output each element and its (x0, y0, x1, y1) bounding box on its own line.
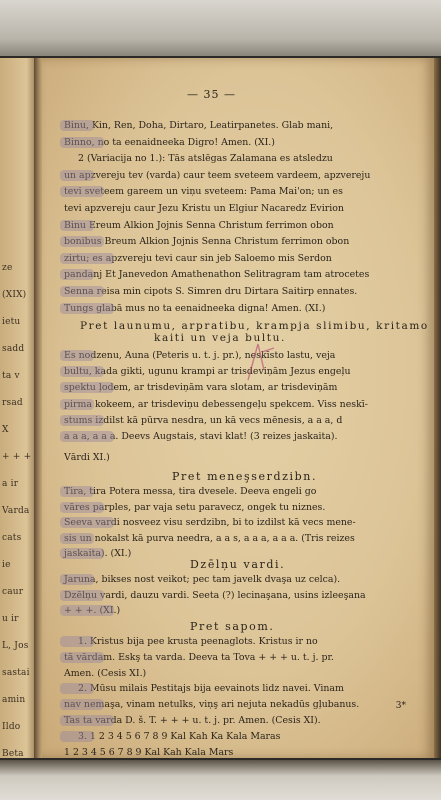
text-line: Dzēlņu vardi, dauzu vardi. Seeta (?) lecinaşana, usins izleeşana (64, 589, 366, 601)
ink-stain (60, 137, 104, 148)
ink-stain (60, 731, 94, 742)
ink-stain (60, 590, 104, 601)
subheading-1-line-2: kaiti un veja bultu. (154, 332, 286, 344)
left-page-fragment: caur (2, 587, 24, 597)
text-line: bultu, kada gikti, ugunu krampi ar trisdeviņām Jezus engeļu (64, 366, 351, 378)
left-page-edge (0, 58, 38, 758)
mid-tag: Vārdi XI.) (64, 452, 110, 463)
ink-stain (60, 366, 104, 377)
scanner-bottom-band (0, 760, 441, 800)
text-line: jaskaita). (XI.) (64, 548, 132, 559)
ink-stain (60, 533, 94, 544)
ink-stain (60, 502, 104, 513)
text-line: 2. Mūsu milais Pestitajs bija eevainots lidz navei. Vinam (78, 683, 344, 695)
ink-stain (60, 574, 94, 585)
text-line: Seeva vardi nosveez visu serdzibn, bi to izdilst kā vecs mene- (64, 517, 356, 528)
text-line: Binno, no ta eenaidneeka Digro! Amen. (XI.) (64, 136, 275, 148)
ink-stain (60, 253, 114, 264)
text-line: nav nemaşa, vinam netulks, viņş ari nejuta nekadūs gļubanus. (64, 699, 360, 711)
text-line: Tas ta varda D. š. T. + + + u. t. j. pr. Amen. (Cesis XI). (64, 715, 321, 726)
text-line: vāres parples, par vaja setu paravecz, ongek tu niznes. (64, 501, 326, 513)
ink-stain (60, 486, 94, 497)
page-text (42, 58, 434, 758)
text-line: sis un nokalst kā purva needra, a a s, a a a, a a a. (Tris reizes (64, 532, 355, 544)
ink-stain (60, 636, 94, 647)
ink-stain (60, 548, 104, 559)
text-line: stums izdilst kā pūrva nesdra, un kā vecs mēnesis, a a a, d (64, 414, 343, 426)
ink-stain (60, 699, 104, 710)
ink-stain (60, 652, 104, 663)
left-page-fragment: (XIX) (2, 290, 27, 300)
left-page-fragment: sastai (2, 668, 30, 678)
signature-mark: 3* (395, 701, 406, 711)
text-line: pirma kokeem, ar trisdeviņu debessengeļu spekcem. Viss neskī- (64, 398, 368, 410)
left-page-fragment: Varda (2, 506, 30, 516)
heading-2: Pret meneşserdzibn. (172, 470, 318, 483)
text-line: tevi apzvereju caur Jezu Kristu un Elgiur Nacaredz Evirion (64, 203, 344, 214)
ink-stain (60, 269, 94, 280)
left-page-fragment: L, Jos (2, 641, 29, 651)
text-line: 1. Kristus bija pee krusta peenaglots. Kristus ir no (78, 636, 318, 647)
left-page-fragment: ze (2, 263, 13, 273)
ink-stain (60, 186, 104, 197)
ink-stain (60, 683, 94, 694)
ink-stain (60, 715, 114, 726)
ink-stain (60, 303, 114, 314)
left-page-fragment: ietu (2, 317, 21, 327)
scanner-top-band (0, 0, 441, 56)
text-line: tā vārdam. Eskş ta varda. Deeva ta Tova + + + u. t. j. pr. (64, 651, 334, 663)
pencil-mark-icon (244, 340, 284, 384)
text-line: tevi sveteem gareem un viņu sveteem: Pama Mai'on; un es (64, 186, 343, 198)
text-line: Senna reisa min cipots S. Simren dru Dirtara Saitirp ennates. (64, 286, 358, 297)
ink-stain (60, 415, 104, 426)
text-line: un apzvereju tev (varda) caur teem sveteem vardeem, apzvereju (64, 169, 371, 181)
text-line: Binu Ereum Alkion Jojnis Senna Christum ferrimon obon (64, 219, 334, 231)
ink-stain (60, 517, 114, 528)
ink-stain (60, 350, 94, 361)
ink-stain (60, 605, 114, 616)
text-line: Tungs glabā mus no ta eenaidneeka digna! Amen. (XI.) (64, 302, 326, 314)
text-line: + + +. (XI.) (64, 605, 121, 616)
ink-stain (60, 286, 104, 297)
left-page-fragment: ta v (2, 371, 20, 381)
text-line: 3. 1 2 3 4 5 6 7 8 9 Kal Kah Ka Kala Maras (78, 730, 281, 742)
text-line: Tira, tira Potera messa, tira dvesele. Deeva engeli go (64, 486, 317, 497)
ink-stain (60, 120, 94, 131)
text-line: Es nodzenu, Auna (Peteris u. t. j. pr.), neskīsto lastu, veja (64, 350, 336, 361)
left-page-fragment: u ir (2, 614, 19, 624)
page-number: — 35 — (187, 88, 236, 101)
left-page-fragment: sadd (2, 344, 25, 354)
text-line: Jaruna, bikses nost veikot; pec tam javelk dvaşa uz celca). (64, 574, 341, 585)
ink-stain (60, 220, 94, 231)
heading-3: Dzēlņu vardi. (190, 558, 286, 571)
text-line: a a a, a a a. Deevs Augstais, stavi klat! (3 reizes jaskaita). (64, 431, 338, 442)
text-line: Amen. (Cesis XI.) (64, 667, 147, 679)
text-line: spektu ļodem, ar trisdeviņām vara slotam, ar trisdeviņām (64, 382, 338, 394)
left-page-fragment: ie (2, 560, 11, 570)
subheading-1-line-1: Pret launumu, arpratibu, krampja slimibu, kritamo (80, 320, 429, 332)
text-line: 2 (Variacija no 1.): Tās atslēgas Zalamana es atsledzu (78, 153, 333, 165)
text-line: zirtu; es apzvereju tevi caur sin jeb Saloemo mis Serdon (64, 252, 332, 264)
ink-stain (60, 170, 94, 181)
text-line: bonibus Breum Alkion Jojnis Senna Christum ferrimon obon (64, 236, 350, 248)
right-page-edge (434, 58, 441, 758)
heading-4: Pret sapom. (190, 620, 275, 633)
left-page-fragment: Ildo (2, 722, 21, 732)
left-page-fragment: cats (2, 533, 22, 543)
ink-stain (60, 236, 104, 247)
ink-stain (60, 382, 114, 393)
left-page-fragment: Beta (2, 749, 24, 758)
book-page (42, 58, 434, 758)
ink-stain (60, 431, 114, 442)
ink-stain (60, 399, 94, 410)
left-page-fragment: a ir (2, 479, 19, 489)
text-line: Binu, Kin, Ren, Doha, Dirtaro, Leatirpanetes. Glab mani, (64, 120, 334, 131)
left-page-fragment: X (2, 425, 9, 435)
left-page-fragment: rsad (2, 398, 23, 408)
text-line: pandanj Et Janevedon Amathenathon Selitragram tam atrocetes (64, 269, 370, 281)
left-page-fragment: + + + (2, 452, 32, 462)
text-line: 1 2 3 4 5 6 7 8 9 Kal Kah Kala Mars (64, 746, 234, 758)
left-page-fragment: amin (2, 695, 26, 705)
